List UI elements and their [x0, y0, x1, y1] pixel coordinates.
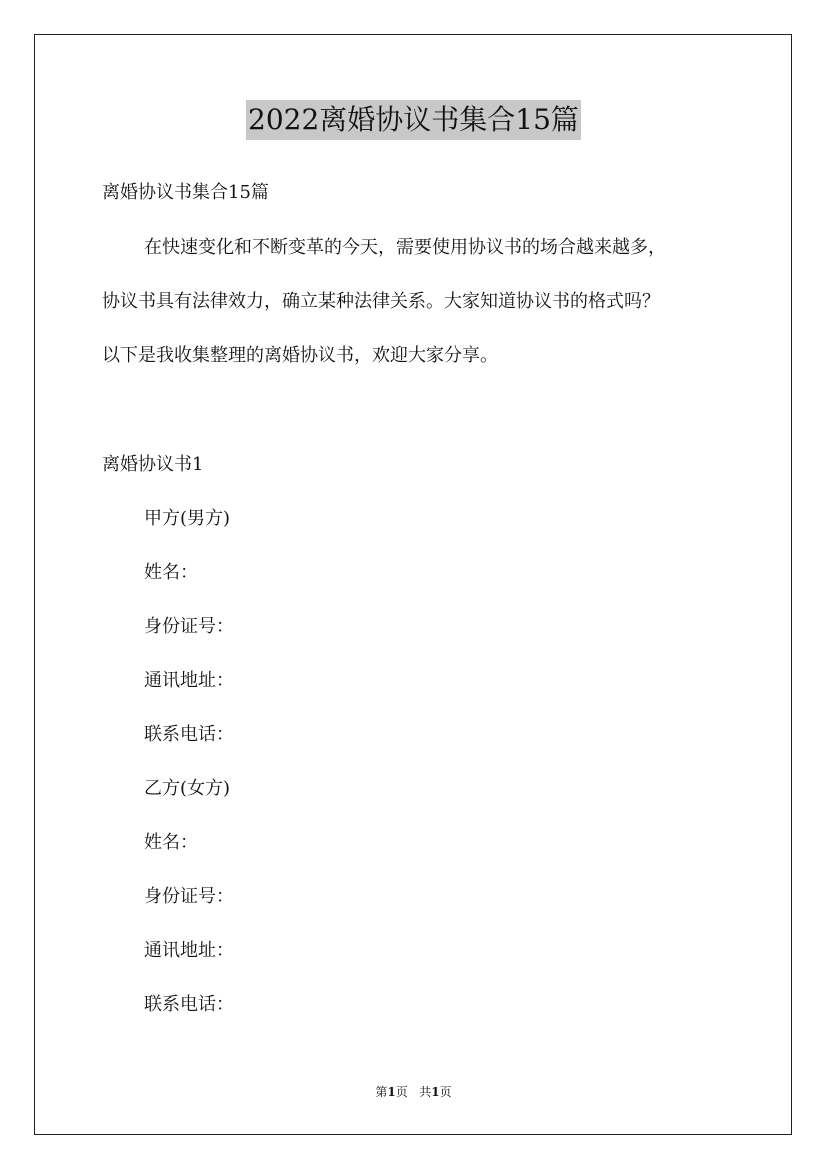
intro-line-3: 以下是我收集整理的离婚协议书，欢迎大家分享。 — [102, 345, 498, 366]
document-subtitle: 离婚协议书集合15篇 — [102, 182, 269, 203]
section-heading: 离婚协议书1 — [102, 454, 204, 475]
footer-total-number: 1 — [431, 1085, 440, 1099]
footer-total-suffix: 页 — [439, 1085, 452, 1099]
party-a-name-field: 姓名： — [144, 562, 198, 583]
footer-page-number: 1 — [387, 1085, 396, 1099]
party-b-id-field: 身份证号： — [144, 886, 234, 907]
party-b-phone-field: 联系电话： — [144, 994, 234, 1015]
intro-line-2: 协议书具有法律效力，确立某种法律关系。大家知道协议书的格式吗？ — [102, 291, 660, 312]
intro-line-1: 在快速变化和不断变革的今天，需要使用协议书的场合越来越多， — [144, 237, 666, 258]
party-b-label: 乙方(女方) — [144, 778, 231, 799]
footer-total-prefix: 共 — [419, 1085, 432, 1099]
document-title: 2022离婚协议书集合15篇 — [246, 100, 581, 140]
party-b-name-field: 姓名： — [144, 832, 198, 853]
party-a-phone-field: 联系电话： — [144, 724, 234, 745]
party-b-address-field: 通讯地址： — [144, 940, 234, 961]
party-a-label: 甲方(男方) — [144, 508, 231, 529]
title-container — [0, 100, 827, 140]
footer-page-prefix: 第 — [375, 1085, 388, 1099]
page-footer — [0, 1084, 827, 1100]
party-a-id-field: 身份证号： — [144, 616, 234, 637]
party-a-address-field: 通讯地址： — [144, 670, 234, 691]
footer-page-suffix: 页 — [395, 1085, 408, 1099]
